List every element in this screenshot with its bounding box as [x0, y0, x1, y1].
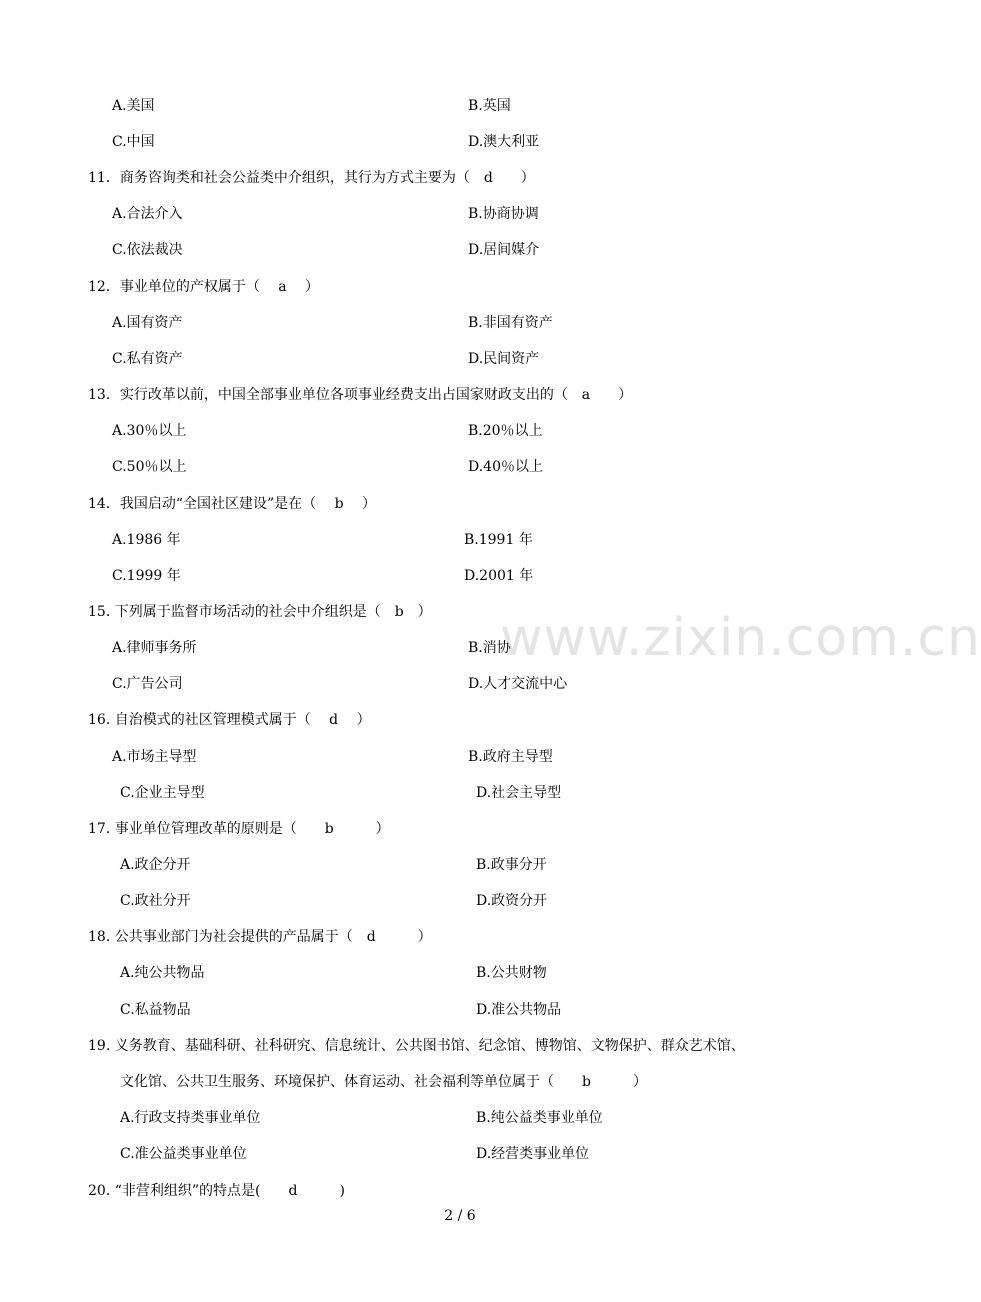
option-row [0, 673, 920, 695]
option-row [0, 529, 920, 551]
option-c: C.私有资产 [112, 351, 183, 367]
option-d: D.2001 年 [464, 568, 534, 584]
question-text: 20. “非营利组织”的特点是( d ) [88, 1183, 345, 1199]
option-c: C.准公益类事业单位 [120, 1146, 247, 1162]
option-a: A.市场主导型 [112, 749, 197, 765]
option-row [0, 890, 920, 912]
option-b: B.消协 [468, 640, 511, 656]
question-text: 17. 事业单位管理改革的原则是（ b ） [88, 821, 390, 837]
option-a: A.1986 年 [112, 532, 181, 548]
option-b: B.政府主导型 [468, 749, 553, 765]
option-d: D.经营类事业单位 [476, 1146, 590, 1162]
question-text: 12．事业单位的产权属于（ a ） [88, 279, 320, 295]
option-c: C.政社分开 [120, 893, 191, 909]
question-19-continued [0, 1071, 920, 1093]
question-text: 13．实行改革以前，中国全部事业单位各项事业经费支出占国家财政支出的（ a ） [88, 387, 633, 403]
question-16 [0, 709, 920, 731]
option-d: D.政资分开 [476, 893, 548, 909]
question-text: 16. 自治模式的社区管理模式属于（ d ） [88, 712, 371, 728]
question-17 [0, 818, 920, 840]
question-text: 15. 下列属于监督市场活动的社会中介组织是（ b ） [88, 604, 432, 620]
option-row [0, 999, 920, 1021]
option-row [0, 1107, 920, 1129]
option-row [0, 456, 920, 478]
option-d: D.社会主导型 [476, 785, 562, 801]
option-row [0, 565, 920, 587]
question-14 [0, 493, 920, 515]
option-b: B.纯公益类事业单位 [476, 1110, 603, 1126]
option-row [0, 312, 920, 334]
option-a: A.纯公共物品 [120, 965, 205, 981]
question-15 [0, 601, 920, 623]
question-text: 11．商务咨询类和社会公益类中介组织，其行为方式主要为（ d ） [88, 170, 535, 186]
page-number: 2 / 6 [444, 1208, 476, 1224]
option-d: D.人才交流中心 [468, 676, 568, 692]
option-a: A.行政支持类事业单位 [120, 1110, 261, 1126]
option-b: B.英国 [468, 98, 511, 114]
option-d: D.澳大利亚 [468, 134, 540, 150]
option-b: B.政事分开 [476, 857, 547, 873]
option-row [0, 239, 920, 261]
question-13 [0, 384, 920, 406]
option-row [0, 637, 920, 659]
option-row [0, 1143, 920, 1165]
option-c: C.50％以上 [112, 459, 187, 475]
option-a: A.美国 [112, 98, 155, 114]
option-row [0, 131, 920, 153]
option-c: C.中国 [112, 134, 155, 150]
option-row [0, 420, 920, 442]
question-18 [0, 926, 920, 948]
question-19 [0, 1035, 920, 1057]
option-d: D.准公共物品 [476, 1002, 562, 1018]
option-c: C.1999 年 [112, 568, 181, 584]
question-11 [0, 167, 920, 189]
option-d: D.居间媒介 [468, 242, 540, 258]
option-d: D.民间资产 [468, 351, 540, 367]
question-text: 19. 义务教育、基础科研、社科研究、信息统计、公共图书馆、纪念馆、博物馆、文物保护、群众艺术馆、 [88, 1038, 745, 1054]
option-row [0, 962, 920, 984]
option-b: B.非国有资产 [468, 315, 553, 331]
option-b: B.协商协调 [468, 206, 539, 222]
question-text: 18. 公共事业部门为社会提供的产品属于（ d ） [88, 929, 432, 945]
option-a: A.国有资产 [112, 315, 183, 331]
option-a: A.律师事务所 [112, 640, 197, 656]
option-a: A.合法介入 [112, 206, 183, 222]
question-text: 14．我国启动“全国社区建设”是在（ b ） [88, 496, 376, 512]
option-row [0, 854, 920, 876]
option-row [0, 348, 920, 370]
option-b: B.1991 年 [464, 532, 533, 548]
option-c: C.依法裁决 [112, 242, 183, 258]
question-text-continued: 文化馆、公共卫生服务、环境保护、体育运动、社会福利等单位属于（ b ） [120, 1074, 647, 1090]
watermark: www.zixin.com.cn [500, 608, 981, 668]
option-b: B.20％以上 [468, 423, 543, 439]
question-12 [0, 276, 920, 298]
question-20 [0, 1180, 920, 1202]
option-row [0, 746, 920, 768]
option-b: B.公共财物 [476, 965, 547, 981]
option-row [0, 782, 920, 804]
option-c: C.企业主导型 [120, 785, 205, 801]
option-row [0, 95, 920, 117]
option-c: C.私益物品 [120, 1002, 191, 1018]
option-c: C.广告公司 [112, 676, 183, 692]
option-d: D.40％以上 [468, 459, 543, 475]
option-a: A.政企分开 [120, 857, 191, 873]
option-a: A.30％以上 [112, 423, 187, 439]
option-row [0, 203, 920, 225]
